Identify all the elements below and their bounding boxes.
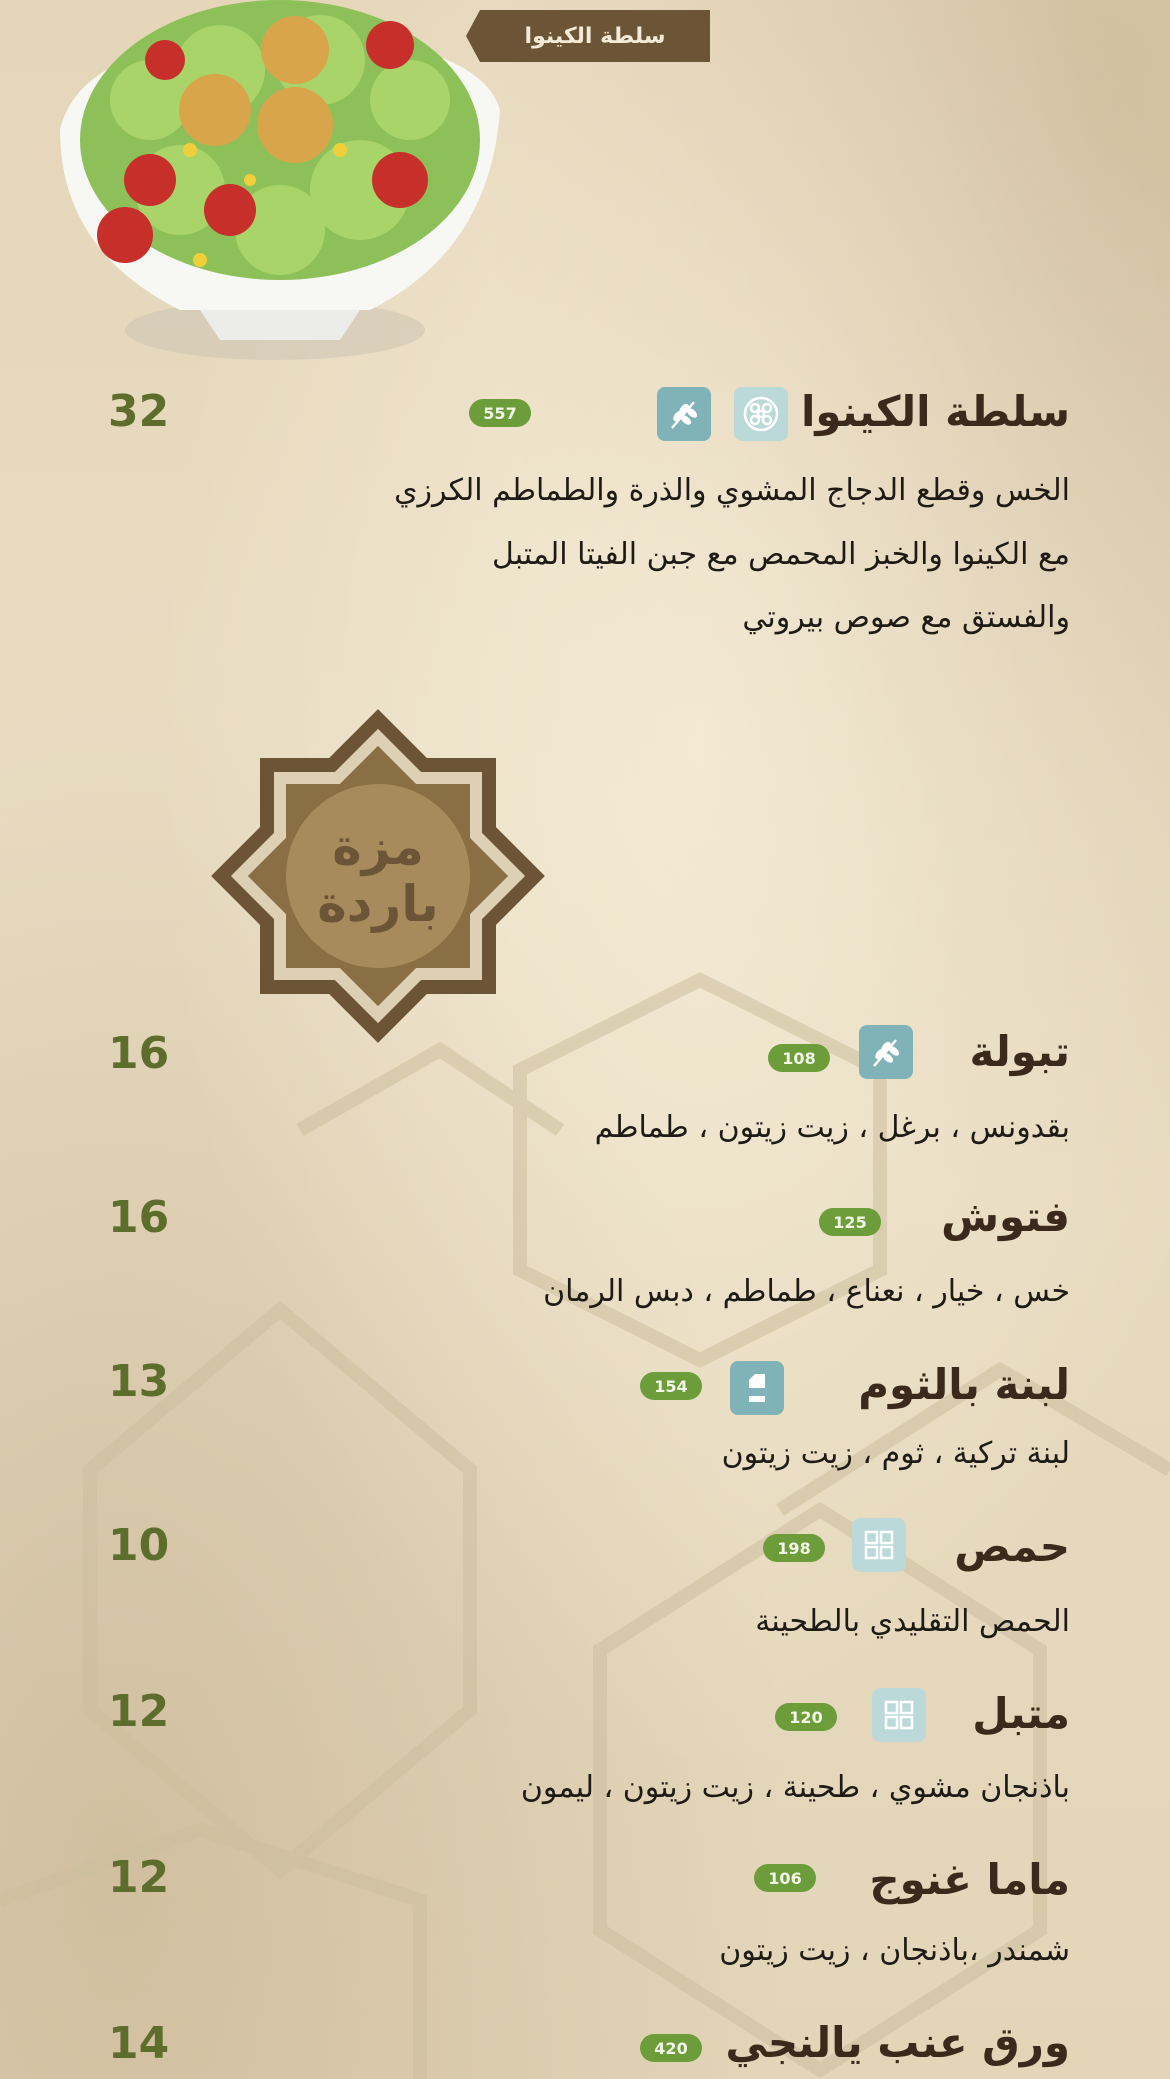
sesame-icon <box>872 1688 926 1742</box>
calories-badge: 106 <box>754 1864 816 1892</box>
section-title-line: باردة <box>317 875 439 933</box>
milk-icon <box>730 1361 784 1415</box>
calories-badge: 154 <box>640 1372 702 1400</box>
menu-item-description: خس ، خيار ، نعناع ، طماطم ، دبس الرمان <box>543 1274 1070 1309</box>
menu-item-price: 13 <box>108 1356 170 1407</box>
menu-item-name: لبنة بالثوم <box>858 1360 1070 1409</box>
menu-item-description: بقدونس ، برغل ، زيت زيتون ، طماطم <box>594 1110 1070 1145</box>
menu-item-description: الحمص التقليدي بالطحينة <box>755 1604 1070 1639</box>
menu-item-description: باذنجان مشوي ، طحينة ، زيت زيتون ، ليمون <box>520 1770 1070 1805</box>
menu-item-price: 14 <box>108 2018 170 2069</box>
grain-icon <box>657 387 711 441</box>
calories-badge: 120 <box>775 1703 837 1731</box>
section-title <box>210 708 546 1044</box>
featured-description-line: والفستق مع صوص بيروتي <box>742 600 1070 635</box>
featured-dish-title: سلطة الكينوا <box>800 387 1070 436</box>
menu-item-price: 10 <box>108 1520 170 1571</box>
section-title-line: مزة <box>332 817 424 876</box>
quinoa-salad-photo <box>40 0 510 380</box>
sesame-icon <box>852 1518 906 1572</box>
featured-description-line: مع الكينوا والخبز المحمص مع جبن الفيتا المتبل <box>492 537 1070 572</box>
menu-item-name: تبولة <box>969 1027 1070 1076</box>
menu-item-price: 16 <box>108 1028 170 1079</box>
calories-badge: 125 <box>819 1208 881 1236</box>
menu-item-price: 12 <box>108 1686 170 1737</box>
menu-item-name: حمص <box>954 1522 1070 1571</box>
calories-badge: 420 <box>640 2034 702 2062</box>
nuts-icon <box>734 387 788 441</box>
featured-dish-price: 32 <box>108 386 170 437</box>
featured-calories-badge: 557 <box>469 399 531 427</box>
calories-badge: 108 <box>768 1044 830 1072</box>
menu-item-description: لبنة تركية ، ثوم ، زيت زيتون <box>721 1436 1070 1471</box>
dish-name-tag: سلطة الكينوا <box>480 10 710 62</box>
featured-description-line: الخس وقطع الدجاج المشوي والذرة والطماطم الكرزي <box>394 473 1070 508</box>
menu-item-description: شمندر ،باذنجان ، زيت زيتون <box>719 1933 1070 1968</box>
menu-item-price: 12 <box>108 1852 170 1903</box>
calories-badge: 198 <box>763 1534 825 1562</box>
menu-item-name: ماما غنوج <box>869 1855 1070 1904</box>
menu-item-name: فتوش <box>941 1192 1070 1241</box>
menu-item-name: متبل <box>972 1689 1070 1738</box>
menu-item-price: 16 <box>108 1192 170 1243</box>
grain-icon <box>859 1025 913 1079</box>
menu-item-name: ورق عنب يالنجي <box>725 2018 1070 2067</box>
